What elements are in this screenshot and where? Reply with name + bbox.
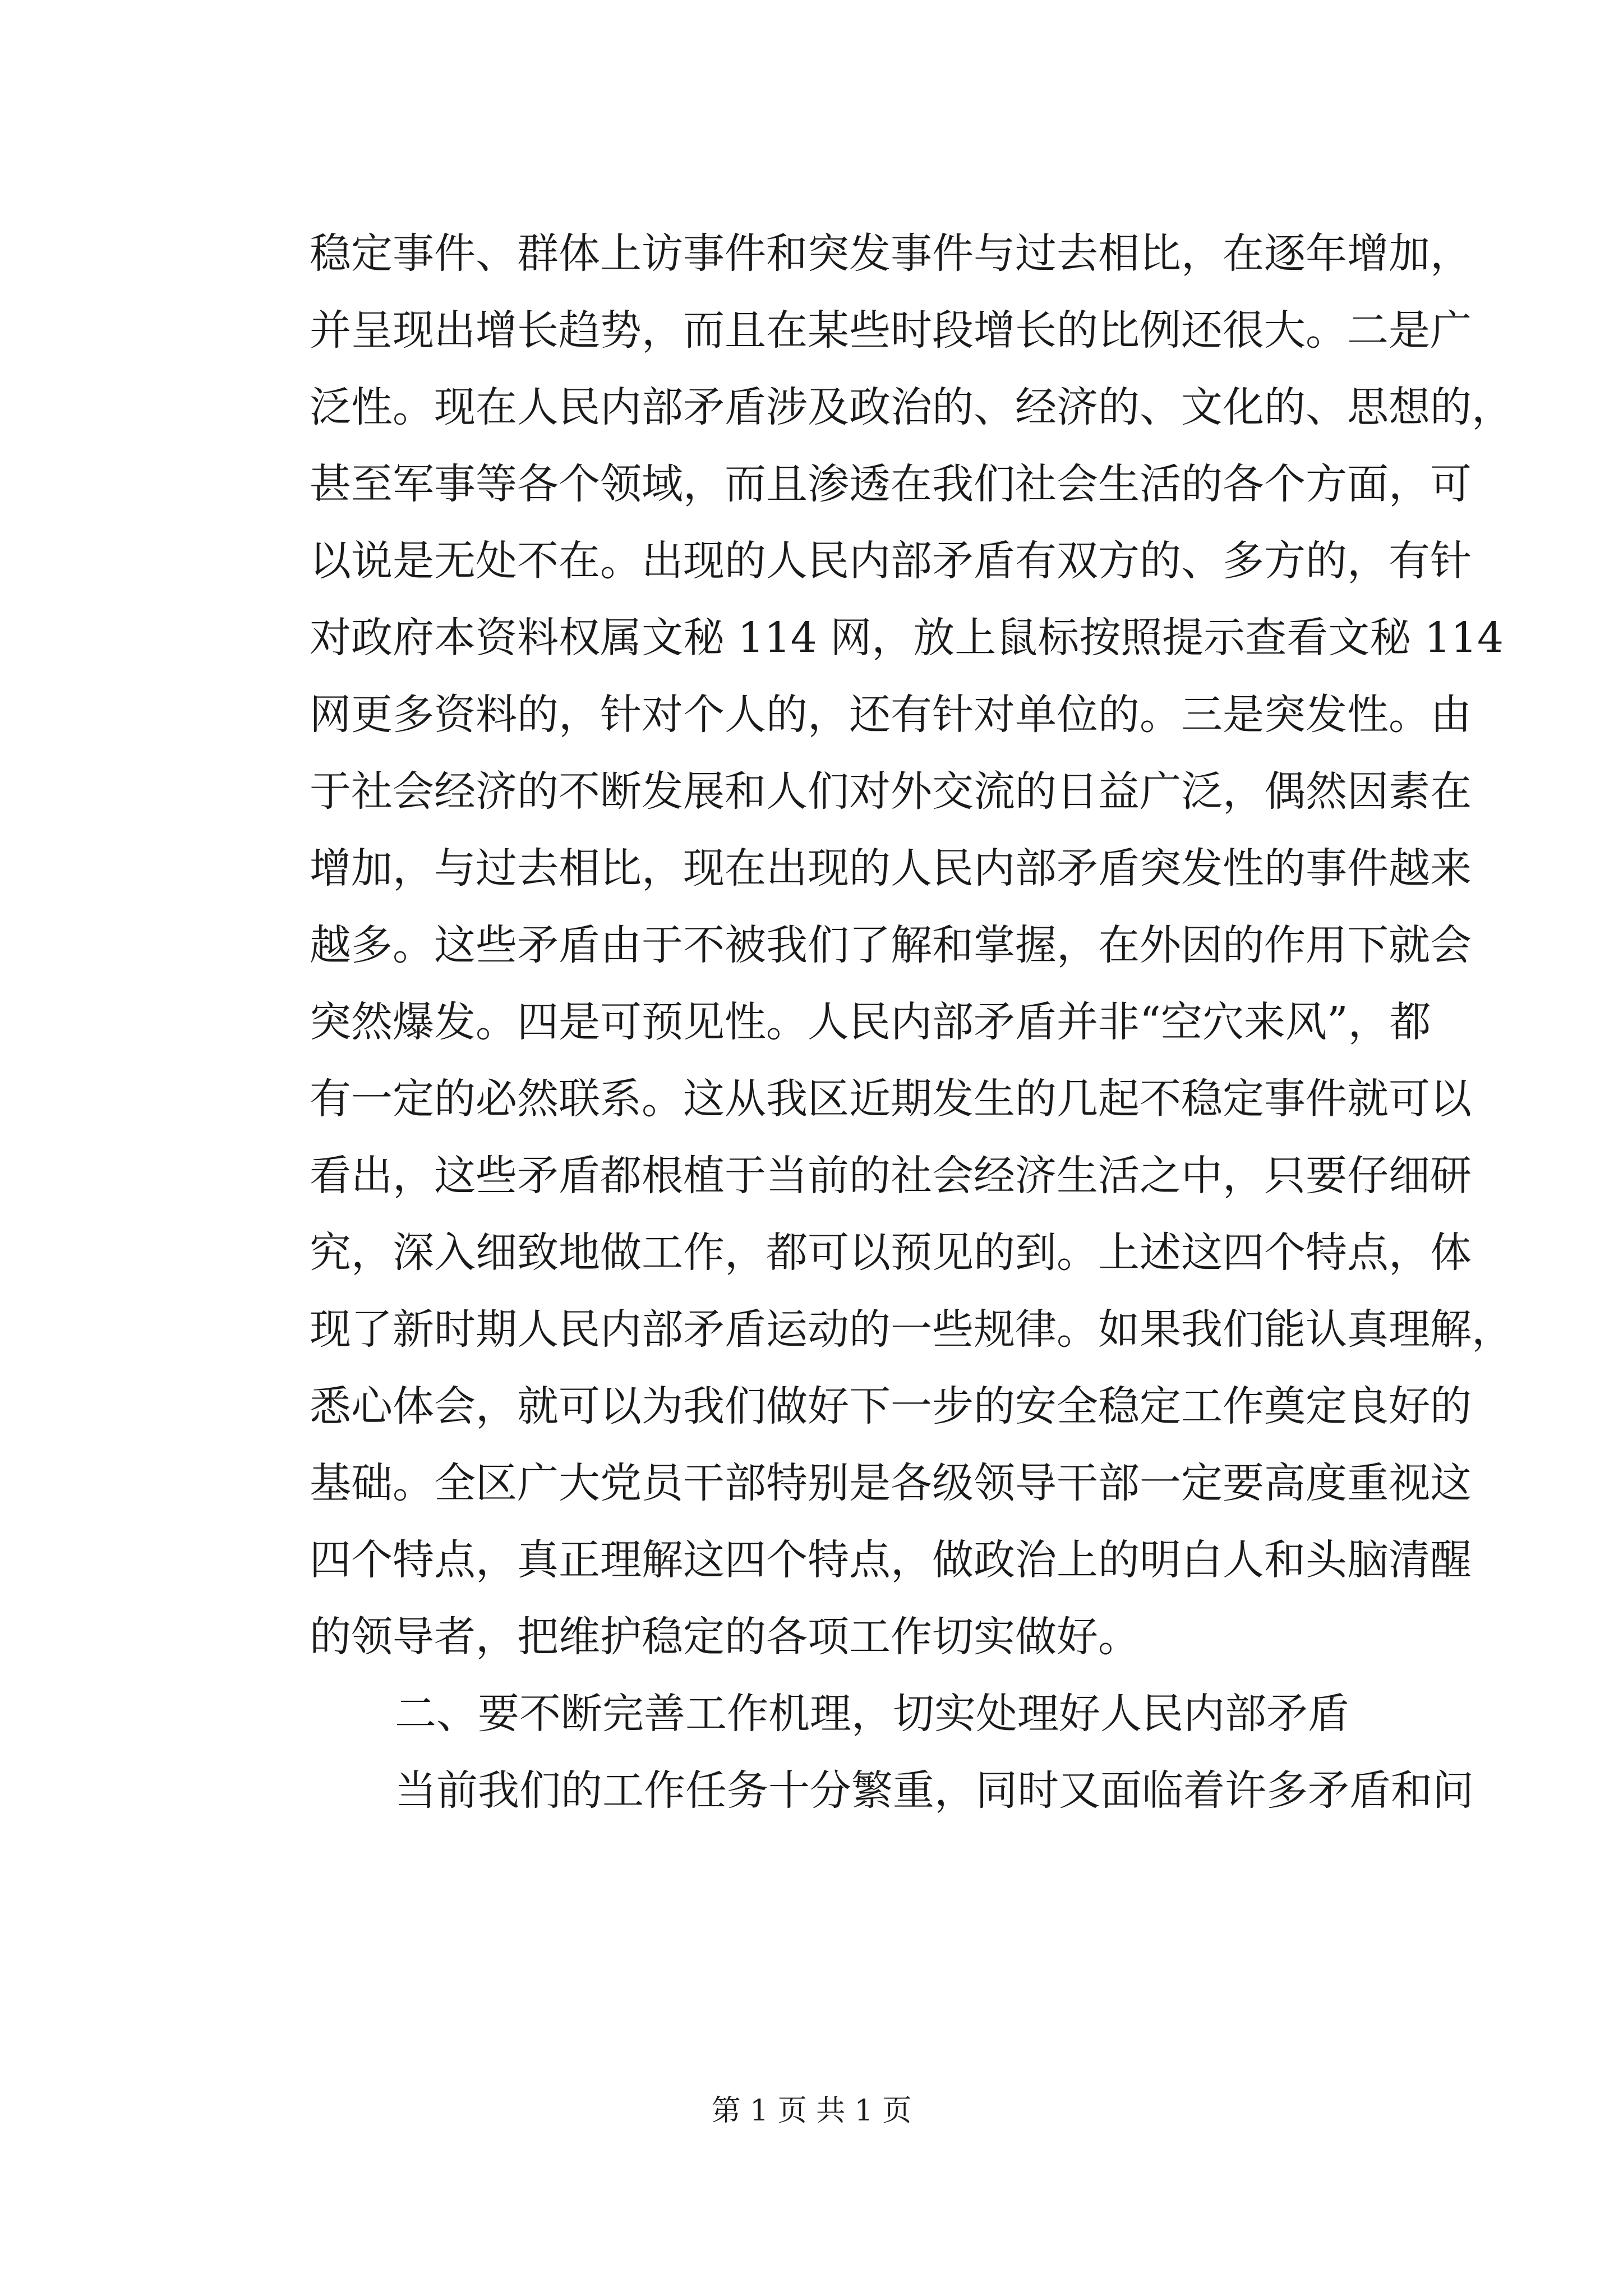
body-line: 究，深入细致地做工作，都可以预见的到。上述这四个特点，体 [310,1228,1472,1277]
section-heading: 二、要不断完善工作机理，切实处理好人民内部矛盾 [395,1690,1349,1738]
body-line: 对政府本资料权属文秘 114 网，放上鼠标按照提示查看文秘 114 [310,614,1504,662]
body-line: 于社会经济的不断发展和人们对外交流的日益广泛，偶然因素在 [310,767,1472,816]
body-line: 泛性。现在人民内部矛盾涉及政治的、经济的、文化的、思想的， [310,383,1513,431]
body-line: 基础。全区广大党员干部特别是各级领导干部一定要高度重视这 [310,1459,1472,1507]
body-line: 有一定的必然联系。这从我区近期发生的几起不稳定事件就可以 [310,1075,1472,1123]
body-line: 稳定事件、群体上访事件和突发事件与过去相比，在逐年增加， [310,229,1472,278]
body-line: 甚至军事等各个领域，而且渗透在我们社会生活的各个方面，可 [310,460,1472,508]
body-line: 悉心体会，就可以为我们做好下一步的安全稳定工作奠定良好的 [310,1382,1472,1430]
page-number-footer: 第 1 页 共 1 页 [711,2094,912,2128]
body-line: 网更多资料的，针对个人的，还有针对单位的。三是突发性。由 [310,691,1472,739]
body-line: 看出，这些矛盾都根植于当前的社会经济生活之中，只要仔细研 [310,1152,1472,1200]
body-line: 突然爆发。四是可预见性。人民内部矛盾并非“空穴来风”，都 [310,998,1431,1046]
body-line: 现了新时期人民内部矛盾运动的一些规律。如果我们能认真理解， [310,1305,1513,1354]
body-line: 增加，与过去相比，现在出现的人民内部矛盾突发性的事件越来 [310,844,1472,892]
body-line: 的领导者，把维护稳定的各项工作切实做好。 [310,1613,1140,1661]
body-line: 以说是无处不在。出现的人民内部矛盾有双方的、多方的，有针 [310,537,1472,585]
body-line: 越多。这些矛盾由于不被我们了解和掌握，在外因的作用下就会 [310,921,1472,969]
body-line: 四个特点，真正理解这四个特点，做政治上的明白人和头脑清醒 [310,1536,1472,1584]
paragraph-start-line: 当前我们的工作任务十分繁重，同时又面临着许多矛盾和问 [395,1766,1474,1815]
body-line: 并呈现出增长趋势，而且在某些时段增长的比例还很大。二是广 [310,306,1472,355]
